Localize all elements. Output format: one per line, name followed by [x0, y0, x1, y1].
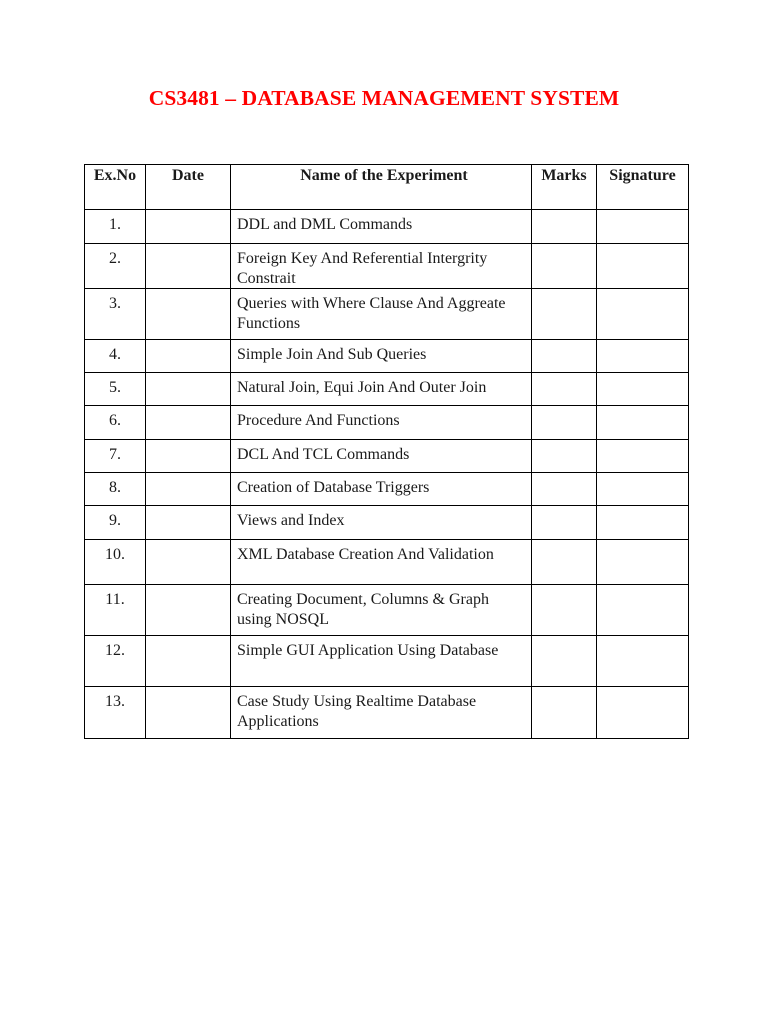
- experiment-name: Foreign Key And Referential Intergrity Constrait: [231, 244, 532, 289]
- experiment-name: Creation of Database Triggers: [231, 473, 532, 506]
- table-row: [85, 585, 689, 636]
- header-exno: Ex.No: [85, 165, 146, 210]
- row-number: 8.: [85, 473, 146, 506]
- table-row: [85, 210, 689, 244]
- row-number: 2.: [85, 244, 146, 289]
- row-number: 10.: [85, 540, 146, 585]
- marks-cell: [532, 244, 597, 289]
- marks-cell: [532, 687, 597, 739]
- row-number: 5.: [85, 373, 146, 406]
- experiment-name: Creating Document, Columns & Graph using NOSQL: [231, 585, 532, 636]
- marks-cell: [532, 340, 597, 373]
- marks-cell: [532, 473, 597, 506]
- row-number: 13.: [85, 687, 146, 739]
- experiment-name: Natural Join, Equi Join And Outer Join: [231, 373, 532, 406]
- signature-cell: [597, 440, 689, 473]
- marks-cell: [532, 540, 597, 585]
- signature-cell: [597, 473, 689, 506]
- header-marks: Marks: [532, 165, 597, 210]
- experiment-name: XML Database Creation And Validation: [231, 540, 532, 585]
- table-row: [85, 636, 689, 687]
- date-cell: [146, 473, 231, 506]
- table-row: [85, 289, 689, 340]
- table-row: [85, 373, 689, 406]
- marks-cell: [532, 373, 597, 406]
- experiment-name: Views and Index: [231, 506, 532, 540]
- experiment-name: Queries with Where Clause And Aggreate Functions: [231, 289, 532, 340]
- date-cell: [146, 506, 231, 540]
- signature-cell: [597, 289, 689, 340]
- table-row: [85, 340, 689, 373]
- date-cell: [146, 440, 231, 473]
- table-row: [85, 473, 689, 506]
- date-cell: [146, 585, 231, 636]
- row-number: 4.: [85, 340, 146, 373]
- experiment-name: Procedure And Functions: [231, 406, 532, 440]
- date-cell: [146, 244, 231, 289]
- table-row: [85, 244, 689, 289]
- date-cell: [146, 340, 231, 373]
- table-row: [85, 687, 689, 739]
- header-signature: Signature: [597, 165, 689, 210]
- marks-cell: [532, 289, 597, 340]
- date-cell: [146, 289, 231, 340]
- signature-cell: [597, 244, 689, 289]
- experiment-name: DDL and DML Commands: [231, 210, 532, 244]
- header-experiment-name: Name of the Experiment: [231, 165, 532, 210]
- experiment-name: Simple GUI Application Using Database: [231, 636, 532, 687]
- experiment-name: Case Study Using Realtime Database Applications: [231, 687, 532, 739]
- date-cell: [146, 406, 231, 440]
- signature-cell: [597, 210, 689, 244]
- experiment-table: [84, 164, 689, 739]
- table-row: [85, 540, 689, 585]
- table-row: [85, 440, 689, 473]
- row-number: 7.: [85, 440, 146, 473]
- signature-cell: [597, 687, 689, 739]
- page-title: CS3481 – DATABASE MANAGEMENT SYSTEM: [148, 86, 620, 110]
- row-number: 12.: [85, 636, 146, 687]
- header-date: Date: [146, 165, 231, 210]
- table-header-row: [85, 165, 689, 210]
- signature-cell: [597, 340, 689, 373]
- signature-cell: [597, 506, 689, 540]
- marks-cell: [532, 406, 597, 440]
- table-row: [85, 506, 689, 540]
- experiment-name: Simple Join And Sub Queries: [231, 340, 532, 373]
- marks-cell: [532, 585, 597, 636]
- marks-cell: [532, 440, 597, 473]
- marks-cell: [532, 506, 597, 540]
- signature-cell: [597, 373, 689, 406]
- date-cell: [146, 373, 231, 406]
- table-row: [85, 406, 689, 440]
- date-cell: [146, 687, 231, 739]
- signature-cell: [597, 406, 689, 440]
- date-cell: [146, 636, 231, 687]
- row-number: 9.: [85, 506, 146, 540]
- date-cell: [146, 540, 231, 585]
- signature-cell: [597, 540, 689, 585]
- experiment-name: DCL And TCL Commands: [231, 440, 532, 473]
- row-number: 6.: [85, 406, 146, 440]
- signature-cell: [597, 585, 689, 636]
- row-number: 1.: [85, 210, 146, 244]
- marks-cell: [532, 636, 597, 687]
- marks-cell: [532, 210, 597, 244]
- row-number: 11.: [85, 585, 146, 636]
- signature-cell: [597, 636, 689, 687]
- row-number: 3.: [85, 289, 146, 340]
- date-cell: [146, 210, 231, 244]
